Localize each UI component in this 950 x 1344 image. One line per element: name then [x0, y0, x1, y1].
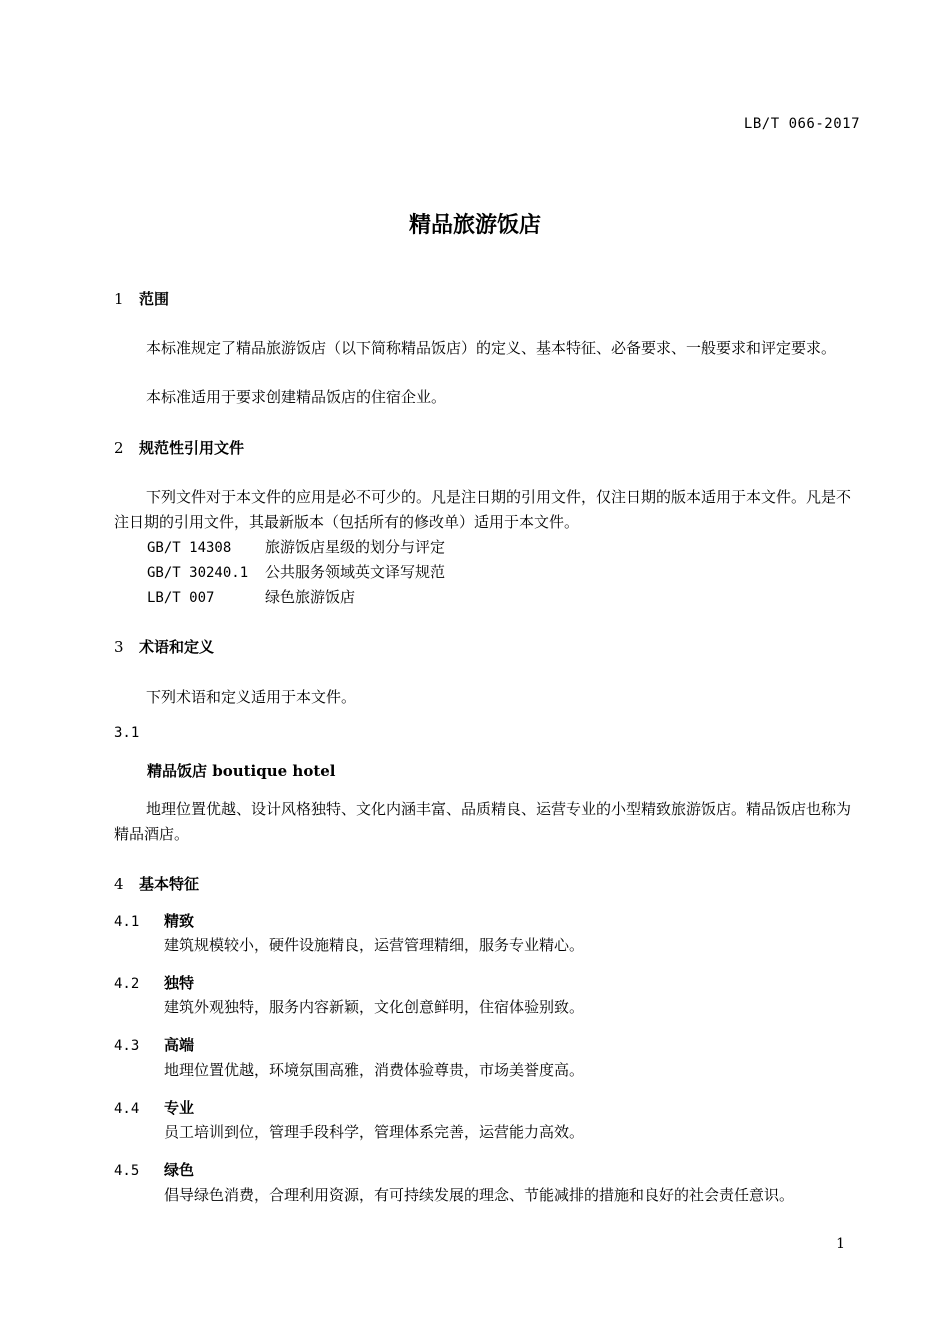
section-title: 规范性引用文件: [139, 439, 245, 457]
reference-row: [147, 561, 445, 582]
subsection-number: 4.3: [114, 1038, 140, 1054]
subsection-title: 高端: [164, 1036, 195, 1054]
section-number: 2: [114, 439, 124, 457]
term-heading: 精品饭店 boutique hotel: [147, 762, 336, 780]
section-number: 1: [114, 290, 124, 308]
subsection-text: 倡导绿色消费，合理利用资源，有可持续发展的理念、节能减排的措施和良好的社会责任意识。: [164, 1186, 795, 1204]
reference-row: [147, 536, 445, 557]
subsection-heading: [114, 1159, 194, 1180]
subsection-text: 建筑外观独特，服务内容新颖，文化创意鲜明，住宿体验别致。: [164, 998, 585, 1016]
subsection-number: 4.2: [114, 976, 140, 992]
section-2-paragraph: 下列文件对于本文件的应用是必不可少的。凡是注日期的引用文件，仅注日期的版本适用于本文件。凡是不注日期的引用文件，其最新版本（包括所有的修改单）适用于本文件。: [114, 488, 852, 531]
reference-title: 公共服务领域英文译写规范: [265, 563, 446, 581]
subsection-number: 4.4: [114, 1101, 140, 1117]
subsection-number: 4.1: [114, 914, 140, 930]
subsection-heading: [114, 910, 194, 931]
reference-title: 旅游饭店星级的划分与评定: [265, 538, 446, 556]
subsection-text: 员工培训到位，管理手段科学，管理体系完善，运营能力高效。: [164, 1123, 585, 1141]
page-number: 1: [836, 1236, 845, 1252]
reference-code: GB/T 30240.1: [147, 565, 249, 581]
subsection-title: 绿色: [164, 1161, 195, 1179]
term-number: 3.1: [114, 725, 140, 741]
section-4-heading: [114, 873, 199, 894]
reference-row: [147, 586, 355, 607]
section-title: 基本特征: [139, 875, 200, 893]
subsection-heading: [114, 1034, 194, 1055]
section-title: 范围: [139, 290, 170, 308]
section-number: 3: [114, 638, 124, 656]
subsection-title: 独特: [164, 974, 195, 992]
section-3-heading: [114, 636, 214, 657]
subsection-text: 地理位置优越，环境氛围高雅，消费体验尊贵，市场美誉度高。: [164, 1061, 585, 1079]
section-1-paragraph-2: 本标准适用于要求创建精品饭店的住宿企业。: [146, 388, 447, 406]
subsection-text: 建筑规模较小，硬件设施精良，运营管理精细，服务专业精心。: [164, 936, 585, 954]
subsection-number: 4.5: [114, 1163, 140, 1179]
reference-code: LB/T 007: [147, 590, 215, 606]
standard-code: LB/T 066-2017: [743, 116, 860, 132]
section-number: 4: [114, 875, 124, 893]
reference-title: 绿色旅游饭店: [265, 588, 356, 606]
subsection-heading: [114, 1097, 194, 1118]
section-1-paragraph-1: 本标准规定了精品旅游饭店（以下简称精品饭店）的定义、基本特征、必备要求、一般要求和评定要求。: [146, 339, 837, 357]
document-title: 精品旅游饭店: [408, 212, 541, 238]
subsection-title: 专业: [164, 1099, 195, 1117]
subsection-heading: [114, 972, 194, 993]
reference-code: GB/T 14308: [147, 540, 232, 556]
term-definition: 地理位置优越、设计风格独特、文化内涵丰富、品质精良、运营专业的小型精致旅游饭店。精品饭店也称为精品酒店。: [114, 800, 852, 843]
section-2-heading: [114, 437, 244, 458]
section-3-intro: 下列术语和定义适用于本文件。: [146, 688, 357, 706]
section-1-heading: [114, 288, 169, 309]
section-title: 术语和定义: [139, 638, 215, 656]
subsection-title: 精致: [164, 912, 195, 930]
